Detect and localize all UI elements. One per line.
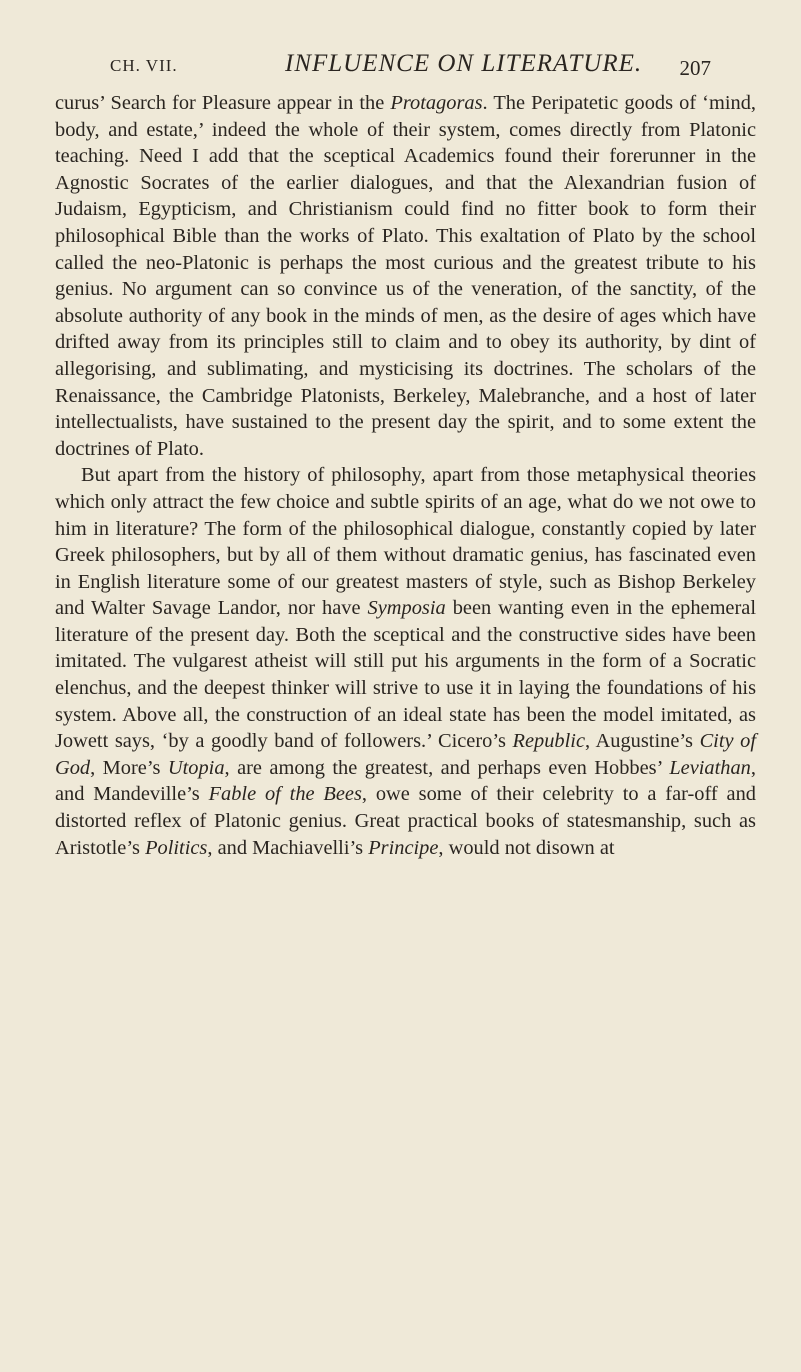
italic-title: Utopia [167, 756, 225, 779]
text-run: , would not disown at [438, 836, 615, 859]
italic-title: Fable of the Bees [208, 783, 362, 806]
text-run: , and Machiavelli’s [207, 836, 369, 859]
text-run: , Augustine’s [585, 730, 700, 753]
paragraph [55, 90, 756, 462]
italic-title: Symposia [367, 597, 446, 620]
body-text [55, 90, 756, 861]
text-run: . The Peripatetic goods of ‘mind, body, and estate,’ indeed the whole of their system, comes directly from Platonic teaching. Need I add that the sceptical Academics found their forerunner in the Agnostic Socrates of the earlier dialogues, and that the Alexandrian fusion of Judaism, Egypticism, and Christianism could find no fitter book to form their philosophical Bible than the works of Plato. This exaltation of Plato by the school called the neo-Platonic is perhaps the most curious and the greatest tribute to his genius. No argument can so convince us of the veneration, of the sanctity, of the absolute authority of any book in the minds of men, as the desire of ages which have drifted away from its principles still to claim and to obey its authority, by dint of allegorising, and sublimating, and mysticising its doctrines. The scholars of the Renaissance, the Cambridge Platonists, Berkeley, Malebranche, and a host of later intellectualists, have sustained to the present day the spirit, and to some extent the doctrines of Plato. [55, 92, 756, 460]
text-run: , owe some of their celebrity to a far-off and distorted reflex of Platonic genius. Great practical books of statesmanship, such as Aristotle’s [55, 783, 756, 859]
chapter-label: CH. VII. [110, 56, 178, 75]
italic-title: City of God [55, 730, 756, 779]
italic-title: Republic [512, 730, 585, 753]
italic-title: Principe [368, 836, 439, 859]
text-run: , More’s [90, 756, 168, 779]
italic-title: Leviathan [669, 756, 751, 779]
page-number: 207 [679, 56, 711, 80]
paragraph [55, 462, 756, 861]
italic-title: Politics [145, 836, 208, 859]
text-run: But apart from the history of philosophy, apart from those metaphysical theories which only attract the few choice and subtle spirits of an age, what do we not owe to him in literature? The form of the philosophical dialogue, constantly copied by later Greek philosophers, but by all of them without dramatic genius, has fascinated even in English literature some of our greatest masters of style, such as Bishop Berkeley and Walter Savage Landor, nor have [55, 464, 756, 620]
running-header [55, 0, 756, 78]
text-run: curus’ Search for Pleasure appear in the [55, 92, 391, 114]
italic-title: Protagoras [390, 92, 483, 114]
text-run: , and Mandeville’s [55, 756, 756, 806]
text-run: been wanting even in the ephemeral literature of the present day. Both the sceptical and the constructive sides have been imitated. The vulgarest atheist will still put his arguments in the form of a Socratic elenchus, and the deepest thinker will strive to use it in laying the foundations of his system. Above all, the construction of an ideal state has been the model imitated, as Jowett says, ‘by a goodly band of followers.’ Cicero’s [55, 597, 756, 753]
running-title: INFLUENCE ON LITERATURE. [285, 50, 643, 77]
text-run: , are among the greatest, and perhaps even Hobbes’ [224, 756, 670, 779]
